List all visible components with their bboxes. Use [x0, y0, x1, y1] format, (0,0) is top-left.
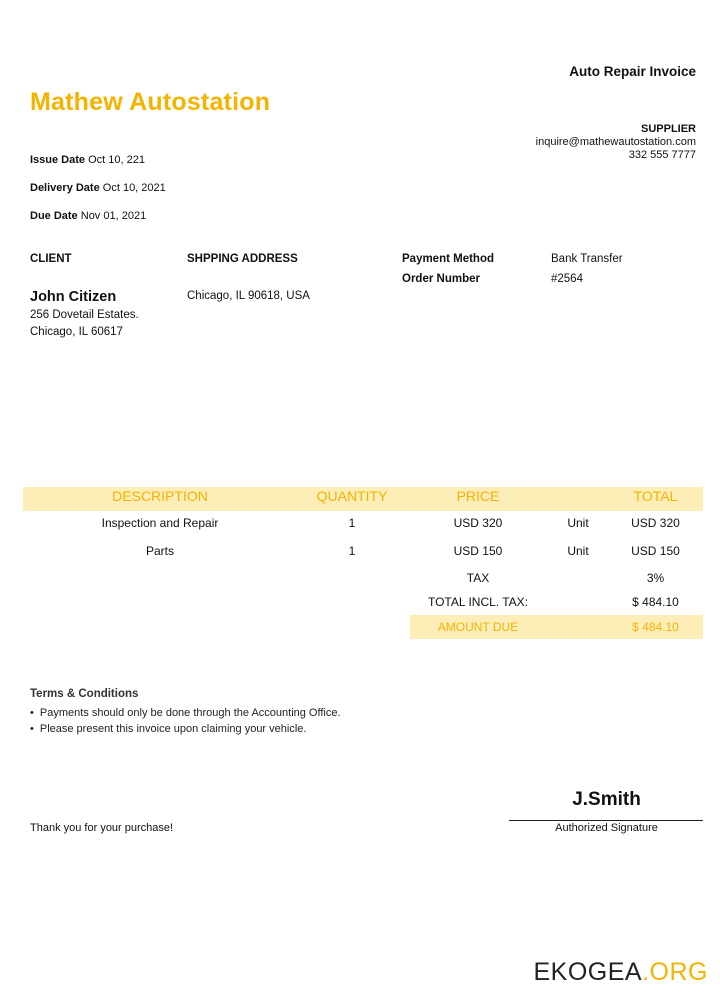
row-1-description: Inspection and Repair [101, 516, 219, 530]
row-2-description: Parts [145, 544, 174, 558]
client-heading: CLIENT [30, 253, 72, 265]
terms-item: • Payments should only be done through the Accounting Office. [30, 705, 341, 721]
supplier-block [536, 123, 696, 162]
supplier-label: SUPPLIER [640, 123, 696, 135]
watermark-brand: EKOGEA [533, 958, 643, 986]
delivery-date [30, 182, 166, 194]
shipping-address: Chicago, IL 90618, USA [187, 290, 310, 302]
tax-label: TAX [466, 571, 490, 585]
shipping-heading: SHPPING ADDRESS [187, 253, 298, 265]
due-date-value: Nov 01, 2021 [80, 210, 147, 222]
row-1-price: USD 320 [453, 516, 503, 530]
watermark-tld: .ORG [642, 958, 708, 986]
amount-due-value: $ 484.10 [632, 620, 679, 634]
issue-date-value: Oct 10, 221 [88, 154, 145, 166]
terms-list [30, 705, 341, 737]
delivery-date-value: Oct 10, 2021 [102, 182, 166, 194]
due-date [30, 210, 146, 222]
client-address-line1: 256 Dovetail Estates. [30, 309, 139, 321]
signature-label: Authorized Signature [555, 822, 658, 834]
due-date-label: Due Date [30, 210, 78, 222]
order-number-value: #2564 [551, 273, 583, 285]
header-description: DESCRIPTION [112, 488, 208, 504]
row-2-price: USD 150 [453, 544, 503, 558]
row-1-total: USD 320 [631, 516, 680, 530]
header-price: PRICE [456, 488, 500, 504]
header-quantity: QUANTITY [316, 488, 388, 504]
row-2-total: USD 150 [631, 544, 680, 558]
terms-item: • Please present this invoice upon claiming your vehicle. [30, 721, 341, 737]
delivery-date-label: Delivery Date [30, 182, 100, 194]
row-1-quantity: 1 [348, 516, 356, 530]
issue-date [30, 154, 145, 166]
signature-name: J.Smith [572, 789, 641, 810]
total-incl-tax-value: $ 484.10 [632, 595, 679, 609]
thank-you-note: Thank you for your purchase! [30, 822, 174, 834]
company-name: Mathew Autostation [30, 88, 271, 116]
supplier-email: inquire@mathewautostation.com [535, 136, 696, 148]
row-1-unit: Unit [567, 516, 589, 530]
document-title: Auto Repair Invoice [569, 64, 696, 79]
order-number-label: Order Number [402, 273, 480, 285]
client-name: John Citizen [30, 289, 117, 305]
row-2-unit: Unit [567, 544, 589, 558]
payment-method-label: Payment Method [402, 253, 495, 265]
signature-line [509, 820, 703, 821]
payment-method-value: Bank Transfer [551, 253, 623, 265]
client-address-line2: Chicago, IL 60617 [30, 326, 123, 338]
supplier-phone: 332 555 7777 [628, 149, 696, 161]
total-incl-tax-label: TOTAL INCL. TAX: [427, 595, 529, 609]
amount-due-label: AMOUNT DUE [437, 620, 519, 634]
issue-date-label: Issue Date [30, 154, 86, 166]
row-2-quantity: 1 [348, 544, 356, 558]
tax-value: 3% [646, 571, 665, 585]
header-total: TOTAL [633, 488, 678, 504]
client-address [30, 307, 139, 341]
watermark-logo [534, 958, 709, 987]
terms-title: Terms & Conditions [30, 688, 139, 700]
